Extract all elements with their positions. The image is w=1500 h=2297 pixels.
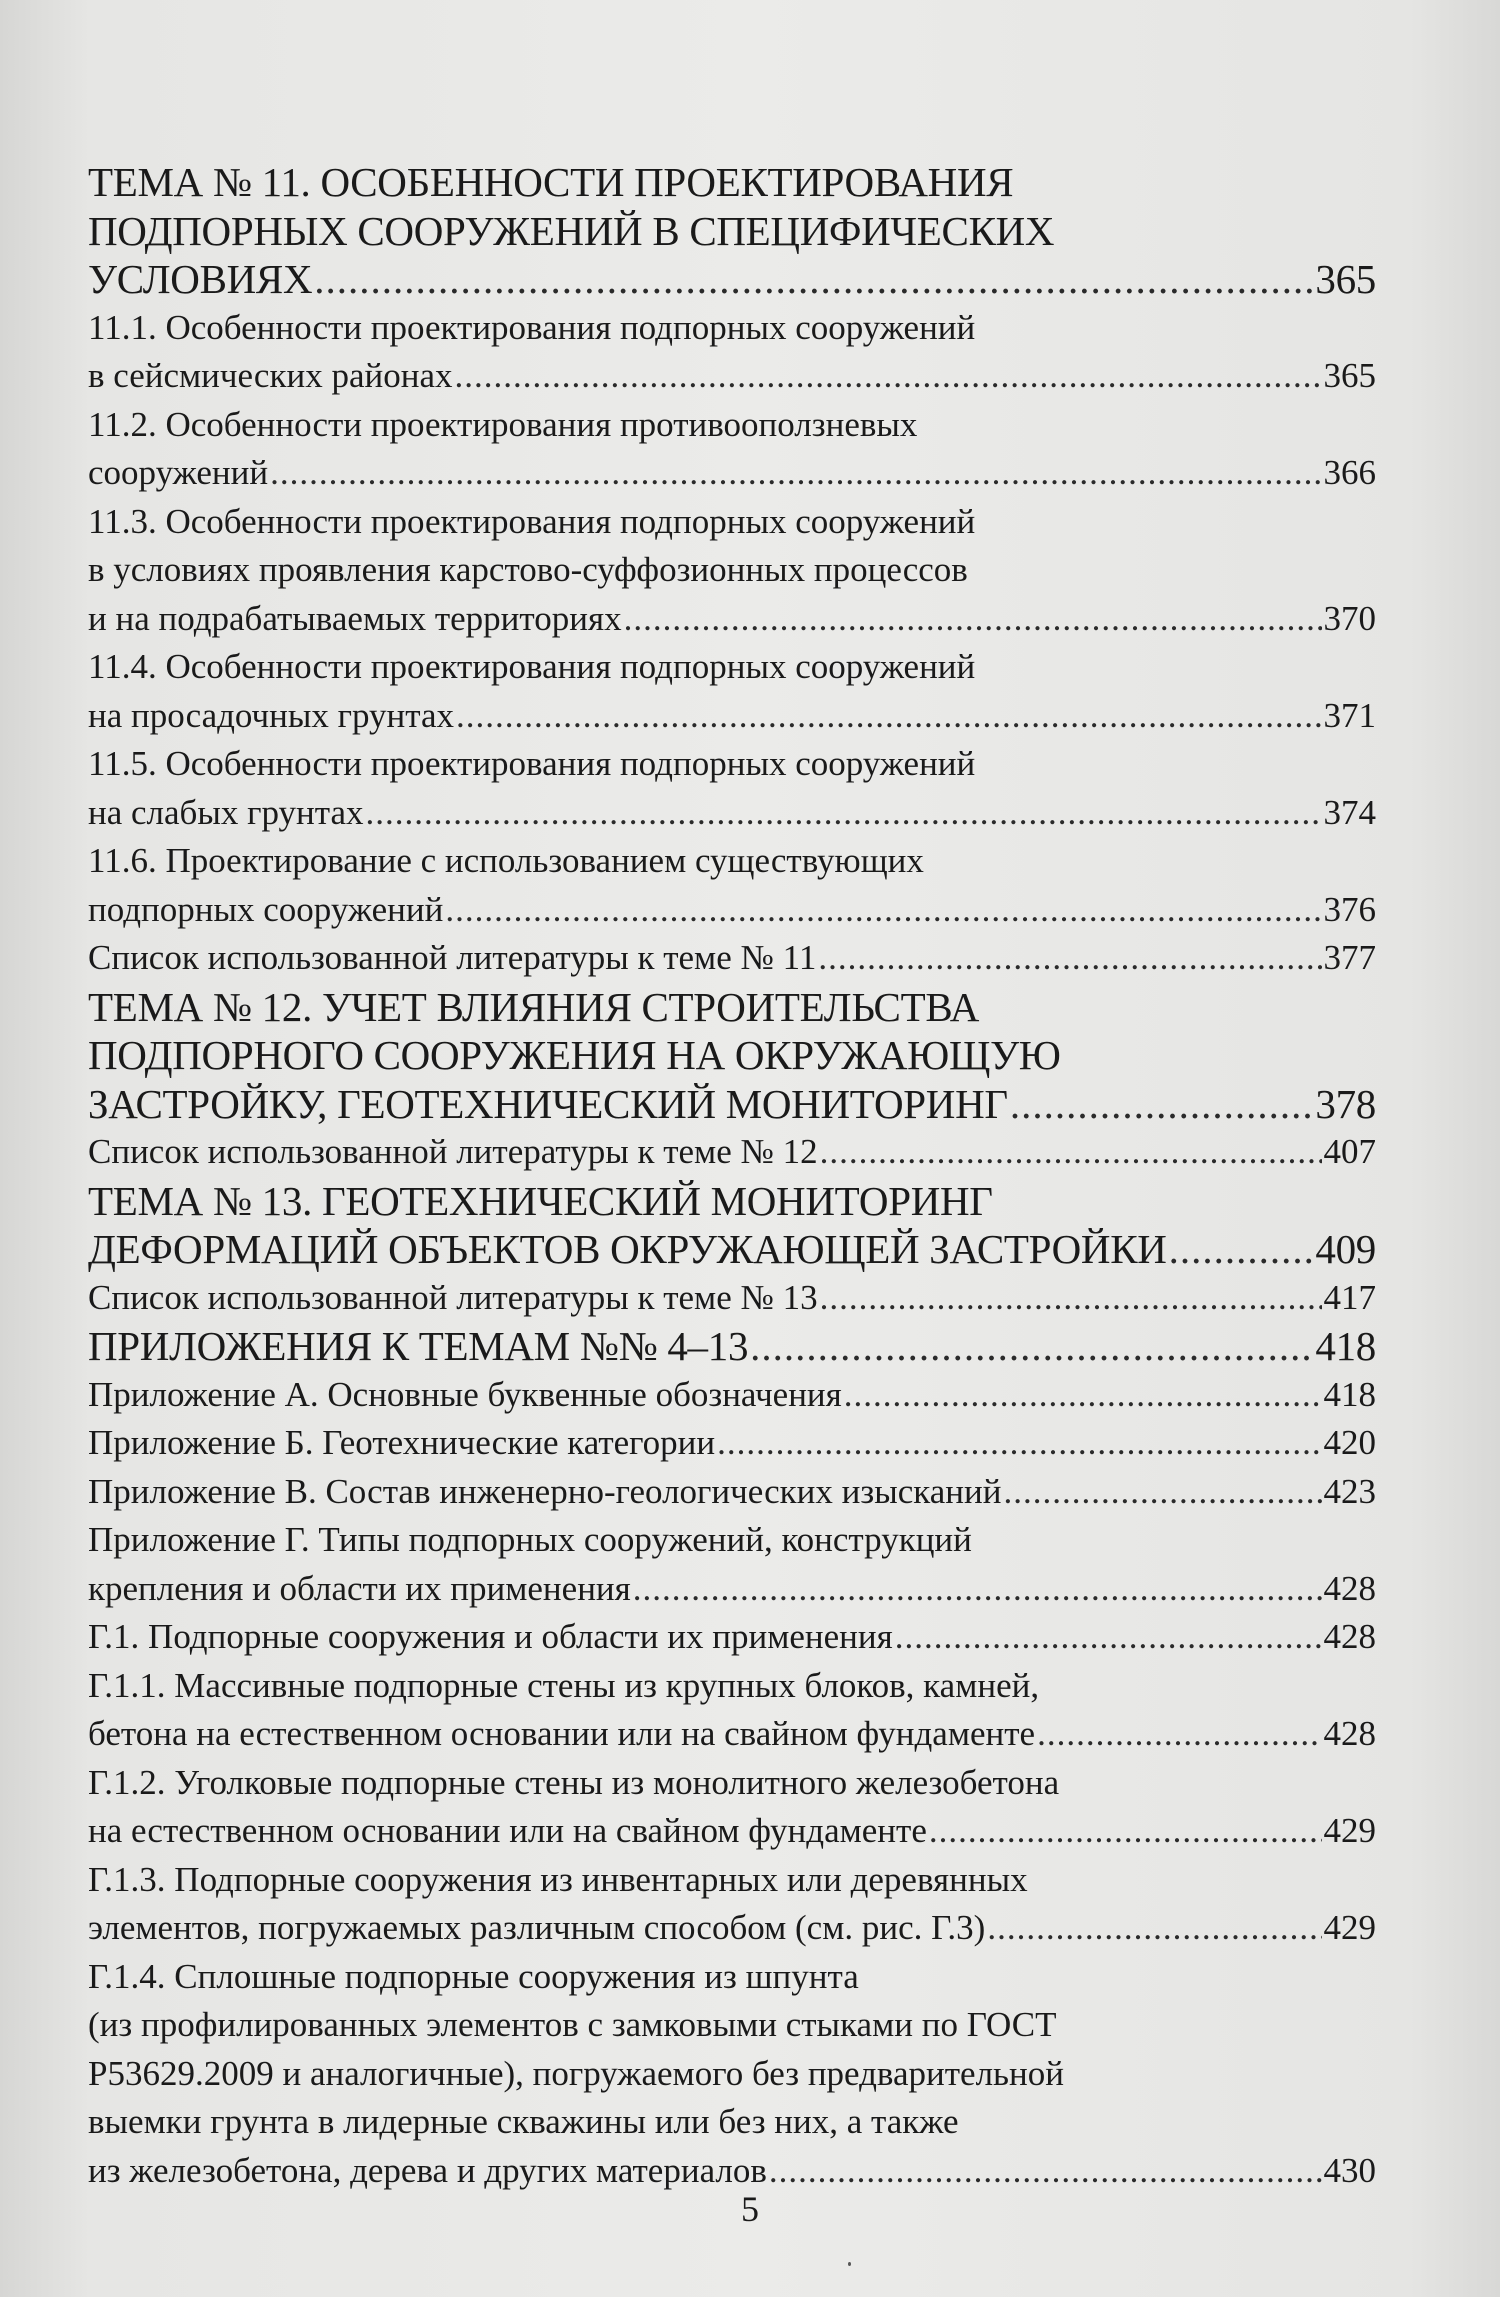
toc-page-number: 376	[1323, 889, 1376, 929]
dot-leader	[445, 886, 1321, 935]
toc-entry-text: 11.5. Особенности проектирования подпорных сооружений	[88, 744, 976, 783]
toc-entry-text: 11.6. Проектирование с использованием существующих	[88, 841, 924, 880]
toc-line	[88, 1371, 1376, 1420]
dot-leader	[820, 1128, 1322, 1177]
toc-line	[88, 401, 1376, 450]
toc-line	[88, 304, 1376, 353]
toc-entry	[88, 1662, 1376, 1759]
toc-entry	[88, 1274, 1376, 1323]
toc-entry-text: подпорных сооружений	[88, 889, 444, 929]
toc-page-number: 417	[1323, 1277, 1376, 1317]
toc-entry-text: сооружений	[88, 453, 269, 492]
dot-leader	[750, 1322, 1313, 1371]
toc-entry-text: Список использованной литературы к теме № 12	[88, 1132, 818, 1171]
toc-line	[88, 643, 1376, 692]
toc-line	[88, 1225, 1376, 1274]
toc-heading	[88, 1322, 1376, 1371]
toc-entry-text: Приложение Г. Типы подпорных сооружений, конструкций	[88, 1520, 972, 1559]
toc-entry-text: Г.1.1. Массивные подпорные стены из крупных блоков, камней,	[88, 1665, 1040, 1705]
toc-line	[88, 789, 1376, 838]
toc-line	[88, 255, 1376, 304]
dot-leader	[820, 1274, 1322, 1323]
toc-heading	[88, 983, 1376, 1129]
dot-leader	[633, 1565, 1322, 1614]
toc-entry-text: Приложение Б. Геотехнические категории	[88, 1423, 716, 1462]
toc-entry-text: на естественном основании или на свайном фундаменте	[88, 1811, 927, 1850]
toc-line	[88, 2001, 1376, 2050]
dot-leader	[895, 1613, 1322, 1662]
toc-entry-text: Приложение А. Основные буквенные обозначения	[88, 1374, 842, 1414]
dot-leader	[624, 595, 1322, 644]
toc-entry-text: ПРИЛОЖЕНИЯ К ТЕМАМ №№ 4–13	[88, 1323, 749, 1369]
toc-entry-text: ТЕМА № 11. ОСОБЕННОСТИ ПРОЕКТИРОВАНИЯ	[88, 159, 1014, 205]
toc-entry-text: крепления и области их применения	[88, 1568, 631, 1608]
toc-entry	[88, 643, 1376, 740]
toc-entry-text: Г.1.2. Уголковые подпорные стены из монолитного железобетона	[88, 1762, 1060, 1802]
toc-line	[88, 352, 1376, 401]
dot-leader	[1037, 1710, 1321, 1759]
toc-line	[88, 1322, 1376, 1371]
toc-entry-text: из железобетона, дерева и других материалов	[88, 2150, 767, 2190]
print-speck	[848, 2262, 851, 2266]
toc-line	[88, 886, 1376, 935]
toc-line	[88, 692, 1376, 741]
toc-line	[88, 1565, 1376, 1614]
toc-line	[88, 1807, 1376, 1856]
toc-entry-text: УСЛОВИЯХ	[88, 256, 313, 302]
toc-page-number: 418	[1315, 1323, 1376, 1369]
toc-entry-text: элементов, погружаемых различным способом (см. рис. Г.3)	[88, 1908, 986, 1947]
toc-entry	[88, 1419, 1376, 1468]
toc-line	[88, 1953, 1376, 2002]
toc-page-number: 418	[1323, 1374, 1376, 1414]
toc-line	[88, 983, 1376, 1032]
toc-entry	[88, 837, 1376, 934]
toc-entry-text: ПОДПОРНЫХ СООРУЖЕНИЙ В СПЕЦИФИЧЕСКИХ	[88, 207, 1055, 254]
toc-entry-text: ТЕМА № 13. ГЕОТЕХНИЧЕСКИЙ МОНИТОРИНГ	[88, 1177, 993, 1224]
toc-page-number: 371	[1323, 695, 1376, 735]
toc-entry-text: бетона на естественном основании или на свайном фундаменте	[88, 1714, 1036, 1753]
toc-entry-text: Список использованной литературы к теме № 11	[88, 938, 817, 977]
toc-entry-text: и на подрабатываемых территориях	[88, 598, 622, 638]
toc-page-number: 428	[1323, 1568, 1376, 1608]
toc-entry	[88, 1759, 1376, 1856]
toc-entry-text: 11.1. Особенности проектирования подпорных сооружений	[88, 307, 976, 347]
toc-page-number: 374	[1323, 792, 1376, 832]
toc-page-number: 420	[1323, 1423, 1376, 1462]
dot-leader	[987, 1904, 1321, 1953]
dot-leader	[929, 1807, 1322, 1856]
toc-heading	[88, 1177, 1376, 1274]
toc-line	[88, 1516, 1376, 1565]
dot-leader	[818, 934, 1321, 983]
toc-line	[88, 1031, 1376, 1080]
page-number: 5	[741, 2189, 759, 2229]
table-of-contents	[88, 158, 1376, 2195]
toc-entry	[88, 1953, 1376, 2196]
toc-page-number: 428	[1323, 1714, 1376, 1753]
dot-leader	[456, 692, 1322, 741]
toc-line	[88, 546, 1376, 595]
toc-entry-text: ЗАСТРОЙКУ, ГЕОТЕХНИЧЕСКИЙ МОНИТОРИНГ	[88, 1080, 1008, 1127]
toc-line	[88, 1856, 1376, 1905]
dot-leader	[314, 255, 1313, 304]
dot-leader	[270, 449, 1321, 498]
toc-page-number: 370	[1323, 598, 1376, 638]
toc-line	[88, 449, 1376, 498]
toc-line	[88, 1080, 1376, 1129]
toc-page-number: 365	[1315, 256, 1376, 302]
toc-line	[88, 1177, 1376, 1226]
toc-line	[88, 1710, 1376, 1759]
toc-entry-text: Список использованной литературы к теме № 13	[88, 1277, 818, 1317]
toc-entry-text: ТЕМА № 12. УЧЕТ ВЛИЯНИЯ СТРОИТЕЛЬСТВА	[88, 983, 980, 1030]
toc-line	[88, 2050, 1376, 2099]
toc-line	[88, 158, 1376, 207]
toc-entry-text: 11.4. Особенности проектирования подпорных сооружений	[88, 647, 976, 686]
toc-page-number: 365	[1323, 356, 1376, 395]
dot-leader	[717, 1419, 1321, 1468]
dot-leader	[1010, 1080, 1314, 1129]
toc-entry	[88, 740, 1376, 837]
toc-entry-text: ПОДПОРНОГО СООРУЖЕНИЯ НА ОКРУЖАЮЩУЮ	[88, 1032, 1061, 1078]
toc-page-number: 366	[1323, 453, 1376, 492]
dot-leader	[1169, 1225, 1314, 1274]
dot-leader	[366, 789, 1322, 838]
toc-entry	[88, 1613, 1376, 1662]
toc-line	[88, 1274, 1376, 1323]
toc-line	[88, 1419, 1376, 1468]
toc-line	[88, 1662, 1376, 1711]
dot-leader	[1003, 1468, 1321, 1517]
dot-leader	[844, 1371, 1322, 1420]
toc-entry-text: 11.3. Особенности проектирования подпорных сооружений	[88, 501, 976, 541]
toc-line	[88, 1904, 1376, 1953]
toc-entry-text: в условиях проявления карстово-суффозионных процессов	[88, 550, 968, 589]
toc-entry-text: ДЕФОРМАЦИЙ ОБЪЕКТОВ ОКРУЖАЮЩЕЙ ЗАСТРОЙКИ	[88, 1226, 1167, 1272]
toc-line	[88, 1613, 1376, 1662]
toc-line	[88, 595, 1376, 644]
toc-entry	[88, 1856, 1376, 1953]
toc-line	[88, 1468, 1376, 1517]
dot-leader	[454, 352, 1321, 401]
toc-entry	[88, 934, 1376, 983]
toc-entry-text: Г.1. Подпорные сооружения и области их применения	[88, 1617, 893, 1656]
toc-page-number: 407	[1323, 1132, 1376, 1171]
toc-page-number: 430	[1323, 2150, 1376, 2190]
toc-entry-text: Приложение В. Состав инженерно-геологических изысканий	[88, 1471, 1002, 1511]
toc-page-number: 429	[1323, 1908, 1376, 1947]
toc-entry	[88, 1468, 1376, 1517]
toc-page-number: 409	[1315, 1226, 1376, 1272]
toc-page-number: 428	[1323, 1617, 1376, 1656]
toc-entry-text: 11.2. Особенности проектирования противооползневых	[88, 404, 918, 444]
toc-line	[88, 498, 1376, 547]
toc-page-number: 377	[1323, 938, 1376, 977]
toc-line	[88, 207, 1376, 256]
toc-line	[88, 1128, 1376, 1177]
toc-heading	[88, 158, 1376, 304]
toc-entry	[88, 1371, 1376, 1420]
toc-entry-text: (из профилированных элементов с замковыми стыками по ГОСТ	[88, 2005, 1057, 2044]
toc-entry	[88, 498, 1376, 644]
toc-line	[88, 934, 1376, 983]
toc-entry-text: в сейсмических районах	[88, 356, 453, 395]
toc-entry	[88, 304, 1376, 401]
toc-entry	[88, 1128, 1376, 1177]
toc-line	[88, 837, 1376, 886]
toc-entry-text: на просадочных грунтах	[88, 695, 454, 735]
toc-line	[88, 2098, 1376, 2147]
toc-line	[88, 1759, 1376, 1808]
toc-entry	[88, 401, 1376, 498]
toc-entry-text: выемки грунта в лидерные скважины или без них, а также	[88, 2102, 959, 2141]
toc-page-number: 429	[1323, 1811, 1376, 1850]
toc-page-number: 423	[1323, 1471, 1376, 1511]
toc-entry-text: Г.1.4. Сплошные подпорные сооружения из шпунта	[88, 1956, 859, 1996]
toc-page-number: 378	[1315, 1080, 1376, 1127]
toc-line	[88, 740, 1376, 789]
toc-entry	[88, 1516, 1376, 1613]
toc-entry-text: Г.1.3. Подпорные сооружения из инвентарных или деревянных	[88, 1859, 1028, 1899]
toc-entry-text: Р53629.2009 и аналогичные), погружаемого без предварительной	[88, 2053, 1064, 2093]
toc-entry-text: на слабых грунтах	[88, 792, 364, 832]
